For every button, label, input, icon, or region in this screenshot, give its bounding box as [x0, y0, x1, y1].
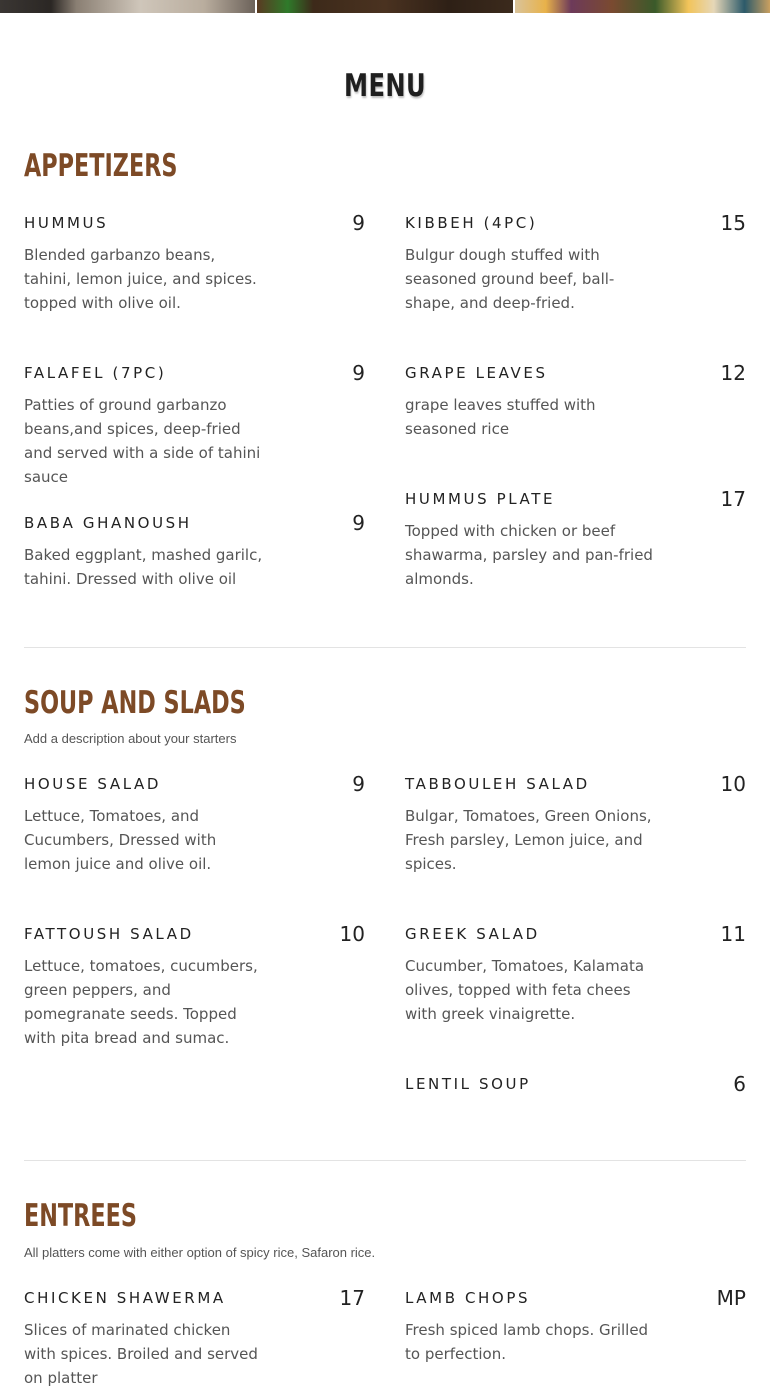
- menu-item-name: GRAPE LEAVES: [405, 364, 548, 382]
- section-description: Add a description about your starters: [24, 731, 237, 746]
- section-description: All platters come with either option of spicy rice, Safaron rice.: [24, 1245, 376, 1260]
- section-heading-entrees: ENTREES: [24, 1198, 137, 1234]
- menu-item-name: CHICKEN SHAWERMA: [24, 1289, 226, 1307]
- page-title: MENU: [343, 68, 427, 104]
- menu-item-description: Bulgar, Tomatoes, Green Onions, Fresh parsley, Lemon juice, and spices.: [405, 807, 652, 873]
- menu-item-description: Bulgur dough stuffed with seasoned ground beef, ball-shape, and deep-fried.: [405, 246, 615, 312]
- menu-item-description: Lettuce, tomatoes, cucumbers, green peppers, and pomegranate seeds. Topped with pita bread and sumac.: [24, 957, 258, 1047]
- menu-item-name: BABA GHANOUSH: [24, 514, 192, 532]
- menu-item-name: FATTOUSH SALAD: [24, 925, 194, 943]
- menu-item-description: Fresh spiced lamb chops. Grilled to perfection.: [405, 1321, 649, 1363]
- menu-item-name: KIBBEH (4PC): [405, 214, 538, 232]
- header-photo-food-board: [257, 0, 512, 13]
- menu-item-price: MP: [716, 1286, 746, 1310]
- menu-item-price: 12: [720, 361, 746, 385]
- menu-item-price: 17: [720, 487, 746, 511]
- menu-item-price: 11: [720, 922, 746, 946]
- header-photo-dining-room: [0, 0, 255, 13]
- menu-item-description: Lettuce, Tomatoes, and Cucumbers, Dressed with lemon juice and olive oil.: [24, 807, 217, 873]
- menu-item-price: 9: [352, 211, 365, 235]
- menu-item-price: 9: [352, 772, 365, 796]
- menu-item-name: TABBOULEH SALAD: [405, 775, 590, 793]
- menu-item-description: Cucumber, Tomatoes, Kalamata olives, topped with feta chees with greek vinaigrette.: [405, 957, 645, 1023]
- menu-item-price: 10: [720, 772, 746, 796]
- menu-item-description: Blended garbanzo beans, tahini, lemon juice, and spices. topped with olive oil.: [24, 246, 257, 312]
- menu-item-name: HUMMUS: [24, 214, 109, 232]
- menu-item-description: grape leaves stuffed with seasoned rice: [405, 396, 596, 438]
- menu-item-description: Topped with chicken or beef shawarma, parsley and pan-fried almonds.: [405, 522, 653, 588]
- menu-item-price: 6: [733, 1072, 746, 1096]
- header-photo-strip: [0, 0, 770, 13]
- menu-item-description: Baked eggplant, mashed garilc, tahini. Dressed with olive oil: [24, 546, 263, 588]
- menu-item-name: FALAFEL (7PC): [24, 364, 167, 382]
- menu-item-description: Patties of ground garbanzo beans,and spices, deep-fried and served with a side of tahini sauce: [24, 396, 261, 486]
- menu-item-name: GREEK SALAD: [405, 925, 540, 943]
- header-photo-dishes: [515, 0, 770, 13]
- menu-item-description: Slices of marinated chicken with spices. Broiled and served on platter: [24, 1321, 258, 1387]
- menu-item-name: HOUSE SALAD: [24, 775, 162, 793]
- menu-item-price: 15: [720, 211, 746, 235]
- menu-item-price: 10: [339, 922, 365, 946]
- menu-item-price: 9: [352, 361, 365, 385]
- menu-item-price: 9: [352, 511, 365, 535]
- section-divider: [24, 647, 746, 648]
- section-divider: [24, 1160, 746, 1161]
- menu-item-name: HUMMUS PLATE: [405, 490, 556, 508]
- menu-item-price: 17: [339, 1286, 365, 1310]
- menu-item-name: LENTIL SOUP: [405, 1075, 531, 1093]
- menu-item-name: LAMB CHOPS: [405, 1289, 531, 1307]
- section-heading-appetizers: APPETIZERS: [24, 148, 178, 184]
- section-heading-soup-and-salads: SOUP AND SLADS: [24, 685, 246, 721]
